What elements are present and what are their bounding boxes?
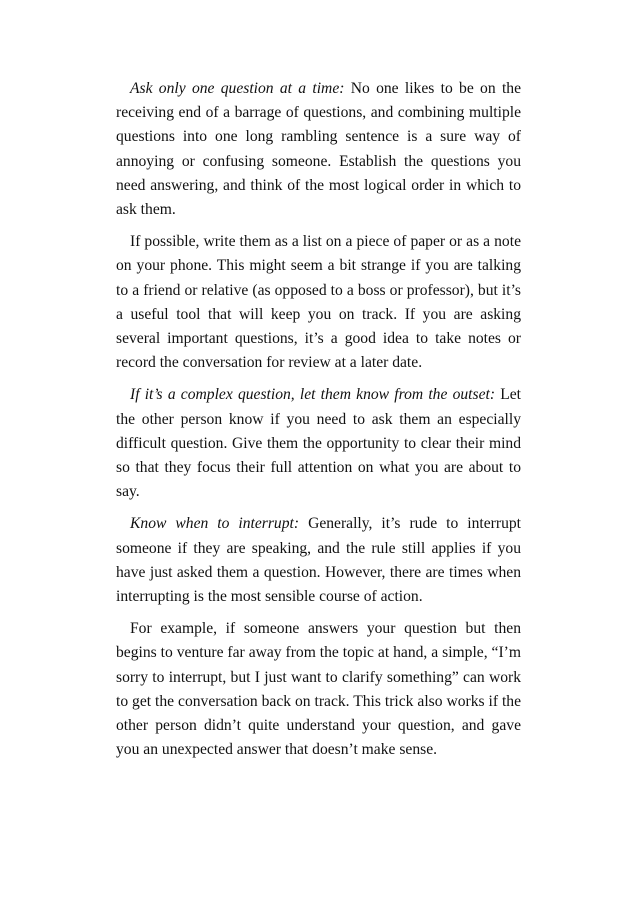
paragraph-lead: If it’s a complex question, let them know from the outset:: [130, 386, 496, 404]
paragraph-lead: Ask only one question at a time:: [130, 80, 345, 97]
paragraph-text: For example, if someone answers your question but then begins to venture far away from the topic at hand, a simple, “I’m sorry to interrupt, but I just want to clarify something” can work to get the conversation back on track. This trick also works if the other person didn’t quite understand your question, and gave you an unexpected answer that doesn’t make sense.: [116, 620, 521, 759]
paragraph-lead: Know when to interrupt:: [130, 515, 300, 533]
paragraph-example: [116, 617, 521, 762]
paragraph-write-list: [116, 230, 521, 375]
paragraph-one-question: [116, 77, 521, 222]
page-body: [116, 77, 521, 770]
paragraph-text: If possible, write them as a list on a piece of paper or as a note on your phone. This might seem a bit strange if you are talking to a friend or relative (as opposed to a boss or professor), but it’s a useful tool that will keep you on track. If you are asking several important questions, it’s a good idea to take notes or record the conversation for review at a later date.: [116, 233, 521, 372]
paragraph-text: Generally, it’s rude to interrupt someone if they are speaking, and the rule still applies if you have just asked them a question. However, there are times when interrupting is the most sensible course of action.: [116, 515, 521, 606]
paragraph-interrupt: [116, 512, 521, 609]
paragraph-text: No one likes to be on the receiving end of a barrage of questions, and combining multiple questions into one long rambling sentence is a sure way of annoying or confusing someone. Establish the questions you need answering, and think of the most logical order in which to ask them.: [116, 80, 521, 219]
paragraph-complex-question: [116, 383, 521, 504]
paragraph-text: Let the other person know if you need to ask them an especially difficult question. Give them the opportunity to clear their mind so that they focus their full attention on what you are about to say.: [116, 386, 521, 501]
